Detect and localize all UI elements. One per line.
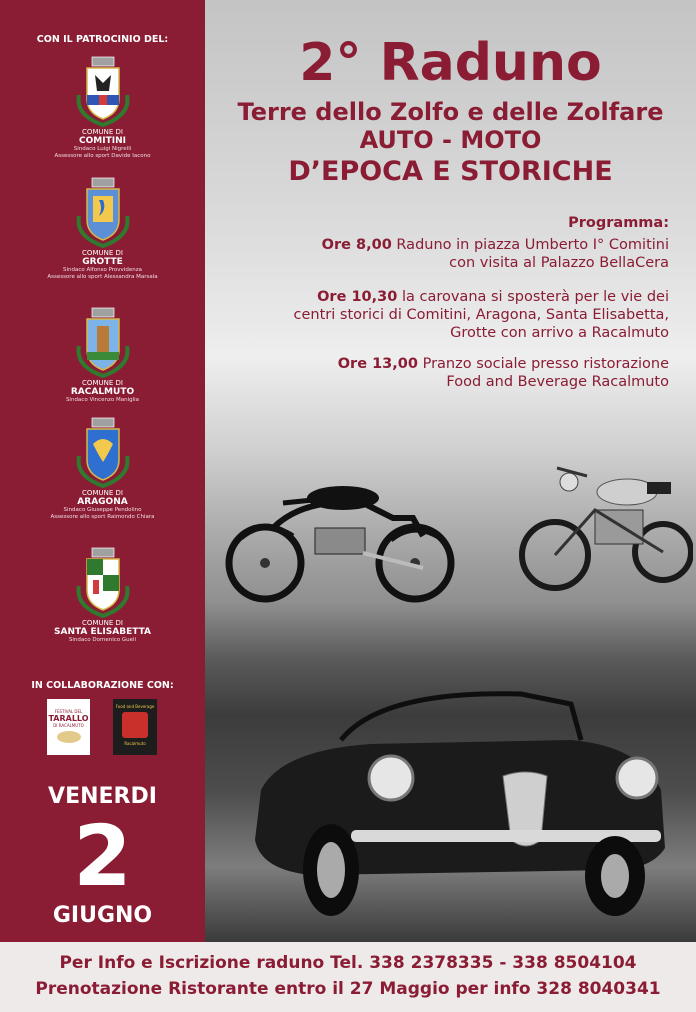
- santa-elisabetta-crest-icon: [73, 546, 133, 618]
- logo-text: Food and Beverage: [115, 704, 155, 709]
- date-weekday: VENERDI: [48, 784, 157, 809]
- programma-time: Ore 13,00: [337, 356, 418, 372]
- vintage-convertible-car-photo: [241, 680, 671, 920]
- food-beverage-logo: [113, 699, 157, 755]
- programma-item: [294, 288, 669, 342]
- comune-aragona: [0, 416, 205, 521]
- comune-name: ARAGONA: [77, 497, 128, 507]
- programma-time: Ore 10,30: [317, 289, 398, 305]
- sindaco-text: Sindaco Alfonso Provvidenza: [63, 267, 142, 273]
- programma-text: Pranzo sociale presso ristorazione: [417, 356, 669, 372]
- programma-text: Raduno in piazza Umberto I° Comitini: [391, 237, 669, 253]
- comune-prefix: COMUNE DI: [82, 128, 123, 136]
- programma-heading: Programma:: [568, 215, 669, 231]
- aragona-crest-icon: [73, 416, 133, 488]
- comune-name: COMITINI: [79, 136, 126, 146]
- logo-text: DI RACALMUTO: [53, 723, 84, 728]
- sindaco-text: Sindaco Giuseppe Pendolino: [63, 507, 142, 513]
- tarallo-icon: [57, 731, 81, 743]
- collab-heading: IN COLLABORAZIONE CON:: [31, 680, 174, 691]
- comune-santa-elisabetta: [0, 546, 205, 644]
- comune-grotte: [0, 176, 205, 281]
- event-title: 2° Raduno: [299, 33, 602, 93]
- patronage-heading: CON IL PATROCINIO DEL:: [36, 34, 169, 45]
- programma-text: Grotte con arrivo a Racalmuto: [450, 325, 669, 341]
- logo-text: TARALLO: [48, 714, 89, 723]
- event-category: AUTO - MOTO: [359, 126, 542, 154]
- cafe-racer-motorcycle-photo: [517, 460, 693, 595]
- programma-text: centri storici di Comitini, Aragona, Santa Elisabetta,: [293, 307, 669, 323]
- event-category-2: D’EPOCA E STORICHE: [288, 156, 613, 187]
- assessore-text: Assessore allo sport Alessandra Marsala: [47, 274, 158, 280]
- racalmuto-crest-icon: [73, 306, 133, 378]
- comune-comitini: [0, 55, 205, 160]
- contact-footer: [0, 942, 696, 1012]
- restaurant-booking-line: Prenotazione Ristorante entro il 27 Maggio per info 328 8040341: [35, 979, 661, 999]
- programma-text: con visita al Palazzo BellaCera: [449, 255, 669, 271]
- food-icon: [122, 712, 148, 738]
- date-month: GIUGNO: [52, 903, 153, 928]
- vintage-motorcycle-photo: [223, 458, 463, 608]
- programma-time: Ore 8,00: [321, 237, 392, 253]
- grotte-crest-icon: [73, 176, 133, 248]
- comune-prefix: COMUNE DI: [82, 619, 123, 627]
- comune-name: SANTA ELISABETTA: [54, 627, 151, 637]
- event-poster-main: [205, 0, 696, 942]
- sponsor-sidebar: [0, 0, 205, 942]
- logo-text: Racalmuto: [124, 741, 146, 746]
- programma-text: la carovana si sposterà per le vie dei: [397, 289, 669, 305]
- sindaco-text: Sindaco Luigi Nigrelli: [73, 146, 132, 152]
- comune-racalmuto: [0, 306, 205, 404]
- comune-prefix: COMUNE DI: [82, 379, 123, 387]
- comune-prefix: COMUNE DI: [82, 249, 123, 257]
- sindaco-text: Sindaco Vincenzo Maniglia: [65, 397, 140, 403]
- event-subtitle: Terre dello Zolfo e delle Zolfare: [237, 98, 664, 126]
- comune-name: GROTTE: [82, 257, 123, 267]
- programma-item: [322, 236, 669, 272]
- assessore-text: Assessore allo sport Raimondo Chiara: [50, 514, 155, 520]
- logo-text: FESTIVAL DEL: [54, 709, 83, 714]
- comune-name: RACALMUTO: [70, 387, 135, 397]
- tarallo-festival-logo: [47, 699, 90, 755]
- programma-text: Food and Beverage Racalmuto: [446, 374, 669, 390]
- sindaco-text: Sindaco Domenico Gueli: [68, 637, 137, 643]
- info-phone-line: Per Info e Iscrizione raduno Tel. 338 2378335 - 338 8504104: [59, 953, 637, 973]
- comitini-crest-icon: [73, 55, 133, 127]
- comune-prefix: COMUNE DI: [82, 489, 123, 497]
- assessore-text: Assessore allo sport Davide Iacono: [54, 153, 151, 159]
- date-day: 2: [73, 807, 132, 905]
- programma-item: [338, 355, 669, 391]
